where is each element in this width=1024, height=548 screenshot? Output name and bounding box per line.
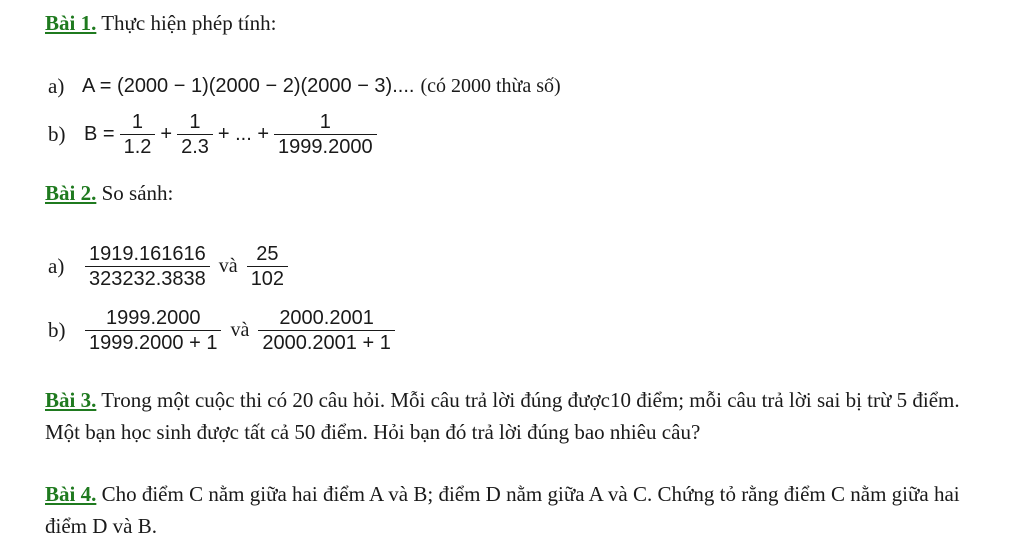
fraction-numerator: 1 [131,111,144,133]
exercise-2a [48,242,291,291]
exercise-1b-lhs: B = [84,123,115,145]
fraction-2a-2 [247,242,288,291]
fraction-numerator: 25 [256,243,279,265]
fraction-numerator: 1 [319,111,331,133]
exercise-2-title: So sánh: [101,181,174,205]
fraction-1b-3 [274,110,377,159]
fraction-denominator: 102 [247,266,288,291]
exercise-1a [48,74,567,99]
fraction-1b-2 [177,110,213,159]
plus-sign: + [160,123,173,145]
exercise-3-text: Trong một cuộc thi có 20 câu hỏi. Mỗi câu trả lời đúng được10 điểm; mỗi câu trả lời sai bị trừ 5 điểm. Một bạn học sinh được tất cả 50 điểm. Hỏi bạn đó trả lời đúng bao nhiêu câu? [45,388,960,444]
exercise-4-label: Bài 4. [45,482,97,506]
fraction-denominator: 1.2 [120,134,156,159]
exercise-1a-expression: A = (2000 − 1)(2000 − 2)(2000 − 3).... [82,75,415,97]
exercise-3 [45,384,985,448]
fraction-denominator: 323232.3838 [85,266,210,291]
exercise-4 [45,478,985,542]
exercise-2-label: Bài 2. [45,181,97,205]
exercise-1b-label: b) [48,122,66,146]
fraction-denominator: 1999.2000 [274,134,377,159]
exercise-1a-label: a) [48,74,65,98]
exercise-2-heading [45,180,173,206]
fraction-numerator: 1 [189,111,201,133]
exercise-1-heading [45,10,276,36]
exercise-1-label: Bài 1. [45,11,97,35]
exercise-2b-label: b) [48,318,66,342]
conjunction: và [230,319,250,341]
exercise-2a-label: a) [48,254,65,278]
fraction-1b-1 [120,110,156,159]
exercise-4-text: Cho điểm C nằm giữa hai điểm A và B; điểm D nằm giữa A và C. Chứng tỏ rằng điểm C nằm giữa hai điểm D và B. [45,482,960,538]
fraction-2b-1 [85,306,221,355]
exercise-1b [48,110,380,159]
fraction-denominator: 2.3 [177,134,213,159]
fraction-numerator: 1919.161616 [89,243,206,265]
exercise-3-label: Bài 3. [45,388,97,412]
fraction-denominator: 2000.2001 + 1 [258,330,394,355]
exercise-2b [48,306,398,355]
fraction-numerator: 1999.2000 [105,307,201,329]
exercise-1-title: Thực hiện phép tính: [101,11,277,35]
ellipsis-plus: + ... + [217,123,270,145]
fraction-denominator: 1999.2000 + 1 [85,330,221,355]
fraction-2a-1 [85,242,210,291]
fraction-numerator: 2000.2001 [279,307,374,329]
fraction-2b-2 [258,306,394,355]
exercise-1a-note: (có 2000 thừa số) [420,75,561,97]
conjunction: và [218,255,238,277]
